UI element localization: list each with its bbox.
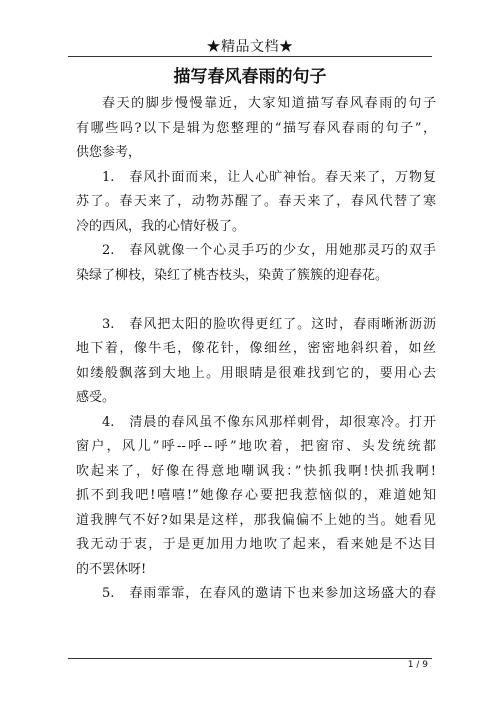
body-line: 苏了。春天来了，动物苏醒了。春天来了，春风代替了寒 — [76, 194, 436, 209]
body-line: 5. 春雨霏霏，在春风的邀请下也来参加这场盛大的春 — [102, 586, 436, 601]
body-line: 抓不到我吧!嘻嘻!”她像存心要把我惹恼似的，难道她知 — [76, 488, 436, 503]
body-line: 2. 春风就像一个心灵手巧的少女，用她那灵巧的双手 — [102, 243, 436, 258]
body-line: 窗户，风儿”呼--呼--呼”地吹着，把窗帘、头发统统都 — [76, 439, 436, 454]
body-line: 4. 清晨的春风虽不像东风那样刺骨，却很寒冷。打开 — [102, 414, 436, 430]
body-line: 染绿了柳枝，染红了桃杏枝头，染黄了簇簇的迎春花。 — [76, 267, 389, 283]
header-banner: ★精品文档★ — [206, 39, 294, 55]
document-body — [76, 92, 436, 607]
body-line: 感受。 — [76, 390, 116, 405]
body-line: 道我脾气不好?如果是这样，那我偏偏不上她的当。她看见 — [76, 512, 436, 528]
body-line: 如缕般飘落到大地上。用眼睛是很难找到它的，要用心去 — [76, 365, 436, 381]
body-line: 冷的西风，我的心情好极了。 — [76, 218, 246, 234]
page-number: 1 / 9 — [407, 660, 428, 670]
body-line: 3. 春风把太阳的脸吹得更红了。这时，春雨晰淅沥沥 — [102, 316, 436, 332]
body-line: 地下着，像牛毛，像花针，像细丝，密密地斜织着，如丝 — [76, 341, 436, 356]
body-line: 1. 春风扑面而来，让人心旷神怡。春天来了，万物复 — [102, 169, 436, 185]
body-line: 吹起来了，好像在得意地嘲讽我：”快抓我啊!快抓我啊! — [76, 463, 436, 479]
header-divider — [68, 56, 432, 57]
blank-line — [76, 288, 436, 313]
document-title: 描写春风春雨的句子 — [173, 67, 327, 87]
body-line: 我无动于衷，于是更加用力地吹了起来，看来她是不达目 — [76, 537, 436, 552]
body-line: 供您参考， — [76, 145, 142, 160]
footer-divider — [68, 658, 432, 659]
body-line: 春天的脚步慢慢靠近，大家知道描写春风春雨的句子 — [102, 96, 436, 111]
body-line: 的不罢休呀! — [76, 561, 147, 577]
body-line: 有哪些吗?以下是辑为您整理的“描写春风春雨的句子”， — [76, 120, 436, 136]
